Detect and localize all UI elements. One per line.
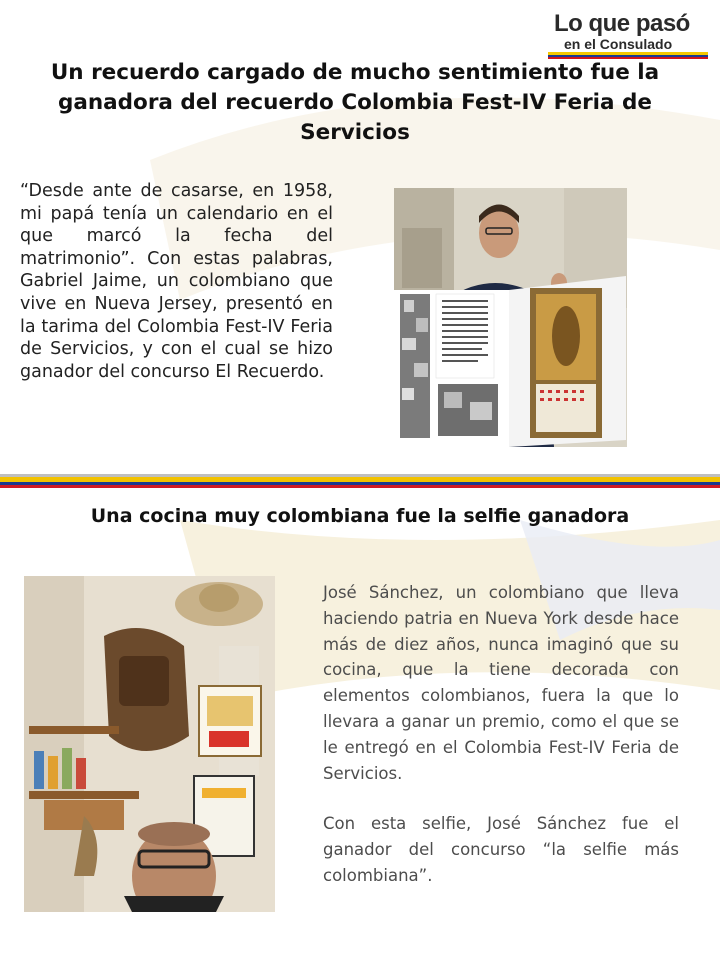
section2-body: [323, 580, 679, 889]
section2-title: Una cocina muy colombiana fue la selfie ganadora: [90, 505, 630, 527]
kitchen-selfie-photo: [24, 576, 275, 912]
consulate-logo: [548, 10, 710, 58]
flag-divider: [0, 474, 720, 488]
section1-body: “Desde ante de casarse, en 1958, mi papá tenía un calendario en el que marcó la fecha del matrimonio”. Con estas palabras, Gabriel Jaime, un colombiano que vive en Nueva Jersey, presentó en la tarima del Colombia Fest-IV Feria de Servicios, y con el cual se hizo ganador del concurso El Recuerdo.: [20, 181, 333, 382]
section2-paragraph-2: Con esta selfie, José Sánchez fue el ganador del concurso “la selfie más colombiana”.: [323, 814, 679, 885]
section1-title: Un recuerdo cargado de mucho sentimiento fue la ganadora del recuerdo Colombia Fest-IV Feria de Servicios: [50, 60, 660, 145]
logo-subtitle: en el Consulado: [564, 36, 673, 52]
logo-title: Lo que pasó: [554, 10, 690, 37]
section2-paragraph-1: José Sánchez, un colombiano que lleva haciendo patria en Nueva York desde hace más de diez años, nunca imaginó que su cocina, que la tiene decorada con elementos colombianos, fuera la que lo llevara a ganar un premio, como el que se le entregó en el Colombia Fest-IV Feria de Servicios.: [323, 583, 679, 783]
calendar-photo: [394, 188, 627, 447]
